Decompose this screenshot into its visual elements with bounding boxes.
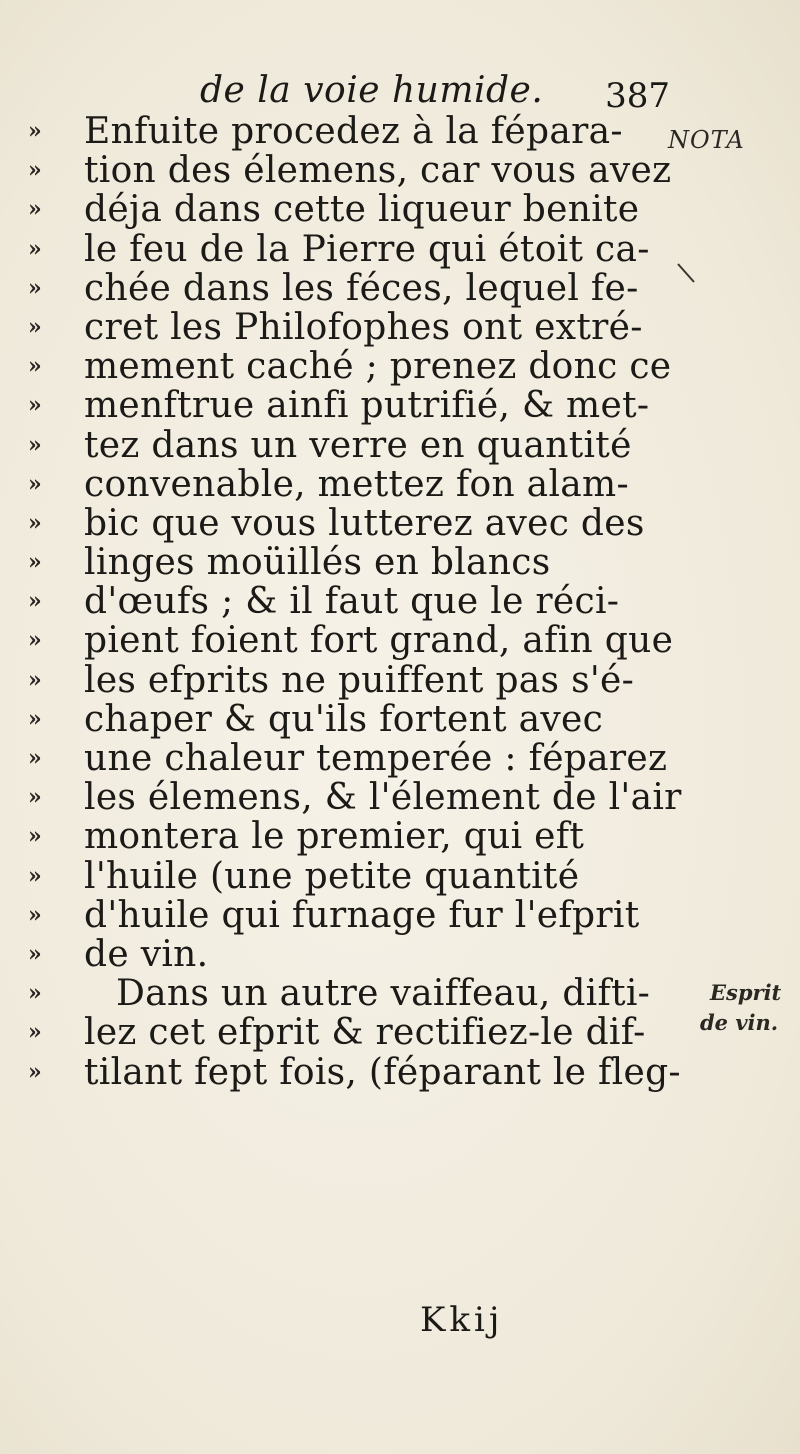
quote-mark: » (28, 784, 42, 811)
quote-mark: » (28, 823, 42, 850)
text-line (28, 230, 648, 269)
text-line (28, 465, 648, 504)
quote-mark: » (28, 431, 42, 458)
text-line (28, 935, 648, 974)
line-text: de vin. (84, 933, 209, 975)
text-line (28, 857, 648, 896)
line-text: lez cet efprit & rectifiez-le dif- (84, 1012, 646, 1054)
text-line (28, 582, 648, 621)
line-text: linges moüillés en blancs (84, 542, 551, 584)
text-line (28, 112, 648, 151)
text-line (28, 620, 674, 662)
quote-mark: » (28, 940, 42, 967)
line-text: tilant fept fois, (féparant le fleg- (84, 1051, 681, 1093)
quote-mark: » (28, 509, 42, 536)
line-text: chaper & qu'ils fortent avec (84, 698, 604, 740)
quote-mark: » (28, 353, 42, 380)
quote-mark: » (28, 196, 42, 223)
line-text: tez dans un verre en quantité (84, 424, 632, 466)
line-text: d'œufs ; & il faut que le réci- (84, 581, 620, 623)
text-line (28, 190, 648, 229)
running-title: de la voie humide. (200, 70, 544, 111)
quote-mark: » (28, 980, 42, 1007)
text-line (28, 150, 672, 192)
line-text: cret les Philofophes ont extré- (84, 306, 643, 348)
quote-mark: » (28, 157, 42, 184)
body-text (28, 111, 682, 1093)
line-text: pient foient fort grand, afin que (84, 620, 674, 662)
text-line (28, 777, 682, 819)
text-line (28, 386, 648, 425)
text-line (28, 269, 648, 308)
quote-mark: » (28, 313, 42, 340)
line-text: l'huile (une petite quantité (84, 855, 580, 897)
text-line (28, 661, 648, 700)
line-text: convenable, mettez fon alam- (84, 463, 629, 505)
text-line (28, 700, 648, 739)
line-text: les élemens, & l'élement de l'air (84, 777, 682, 819)
page-number: 387 (605, 76, 670, 116)
text-line (28, 973, 651, 1015)
line-text: chée dans les féces, lequel fe- (84, 267, 639, 309)
line-text: montera le premier, qui eft (84, 816, 585, 858)
quote-mark: » (28, 118, 42, 144)
text-line (28, 504, 648, 543)
margin-note-nota: NOTA (668, 126, 745, 154)
quote-mark: » (28, 549, 42, 576)
quote-mark: » (28, 627, 42, 654)
line-text: déja dans cette liqueur benite (84, 189, 640, 231)
text-line (28, 308, 648, 347)
quote-mark: » (28, 901, 42, 928)
margin-notes (640, 0, 800, 1454)
margin-note-de-vin: de vin. (700, 1010, 779, 1035)
text-line (28, 817, 648, 856)
quote-mark: » (28, 1019, 42, 1046)
text-line (28, 1013, 648, 1052)
text-line (28, 426, 648, 465)
quote-mark: » (28, 274, 42, 301)
text-line (28, 1051, 681, 1093)
line-text: Dans un autre vaiffeau, difti- (116, 973, 651, 1015)
quote-mark: » (28, 862, 42, 889)
quote-mark: » (28, 666, 42, 693)
line-text: mement caché ; prenez donc ce (84, 346, 672, 388)
line-text: d'huile qui furnage fur l'efprit (84, 894, 640, 936)
line-text: tion des élemens, car vous avez (84, 150, 672, 192)
quote-mark: » (28, 235, 42, 262)
line-text: les efprits ne puiffent pas s'é- (84, 659, 635, 701)
line-text: le feu de la Pierre qui étoit ca- (84, 228, 650, 270)
ink-mark-icon (674, 260, 704, 290)
line-text: bic que vous lutterez avec des (84, 502, 645, 544)
margin-note-esprit: Esprit (710, 980, 782, 1005)
text-line (28, 543, 648, 582)
text-line (28, 896, 648, 935)
line-text: une chaleur temperée : féparez (84, 738, 668, 779)
quote-mark: » (28, 1058, 42, 1085)
line-text: menftrue ainfi putrifié, & met- (84, 385, 650, 427)
line-text: Enfuite procedez à la fépara- (84, 111, 623, 152)
quote-mark: » (28, 392, 42, 419)
quote-mark: » (28, 705, 42, 732)
quote-mark: » (28, 745, 42, 771)
quote-mark: » (28, 470, 42, 497)
quote-mark: » (28, 588, 42, 615)
text-line (28, 738, 668, 779)
text-line (28, 346, 672, 388)
signature-mark: Kkij (420, 1300, 504, 1340)
